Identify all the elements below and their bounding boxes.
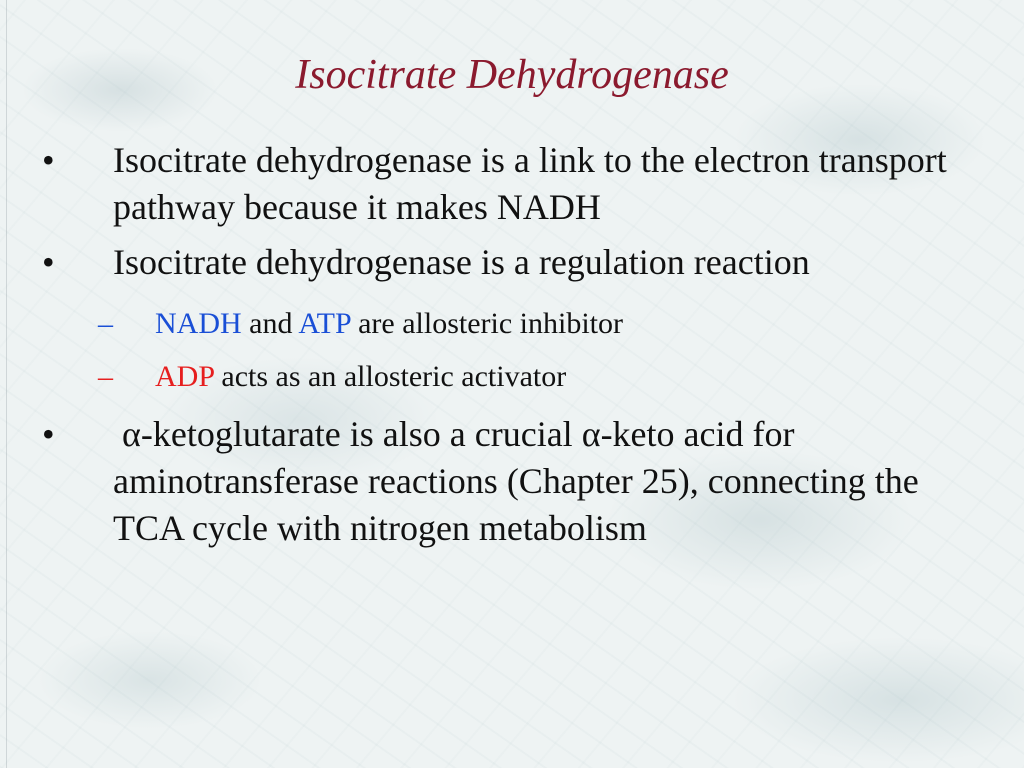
sub-bullet-dash: –	[98, 307, 113, 340]
sub-bullet-item	[0, 304, 1024, 344]
bullet-text: -ketoglutarate is also a crucial	[140, 414, 582, 454]
sub-bullet-text: are allosteric inhibitor	[350, 307, 623, 340]
bullet-marker: •	[42, 242, 55, 282]
bullet-text: Isocitrate dehydrogenase is a link to the electron transport pathway because it makes NADH	[113, 140, 947, 227]
sub-bullet-dash: –	[98, 360, 113, 393]
sub-bullet-join: and	[241, 307, 299, 340]
term-adp: ADP	[155, 360, 214, 393]
slide-title: Isocitrate Dehydrogenase	[295, 52, 729, 98]
bullet-text: Isocitrate dehydrogenase is a regulation reaction	[113, 242, 810, 282]
bullet-item	[0, 137, 1024, 231]
bullet-text: -keto acid for aminotransferase reactions (Chapter 25), connecting the TCA cycle with nitrogen metabolism	[113, 414, 919, 548]
term-nadh: NADH	[155, 307, 242, 340]
term-atp: ATP	[298, 307, 351, 340]
alpha-symbol: α	[122, 414, 141, 454]
slide-content	[0, 137, 1024, 552]
bullet-marker: •	[42, 140, 55, 180]
alpha-symbol: α	[581, 414, 601, 454]
bullet-marker: •	[42, 414, 55, 454]
sub-bullet-text: acts as an allosteric activator	[213, 360, 567, 393]
sub-bullet-item	[0, 357, 1024, 397]
bullet-item	[0, 411, 1024, 552]
bullet-item	[0, 239, 1024, 286]
